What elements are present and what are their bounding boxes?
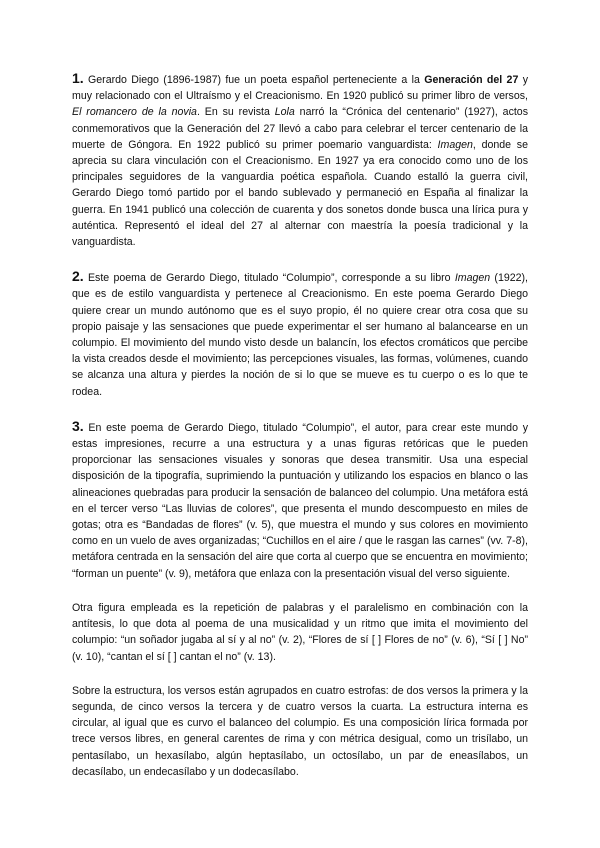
paragraph-1: 1. Gerardo Diego (1896-1987) fue un poeta español perteneciente a la Generación del 27 y muy relacionado con el Ultraísmo y el Creacionismo. En 1920 publicó su primer libro de versos, El romancero de la novia. En su revista Lola narró la “Crónica del centenario” (1927), actos conmemorativos que la Generación del 27 llevó a cabo para celebrar el tercer centenario de la muerte de Góngora. En 1922 publicó su primer poemario vanguardista: Imagen, donde se aprecia su clara vinculación con el Creacionismo. En 1927 ya era conocido como uno de los principales seguidores de la vanguardia poética española. Cuando estalló la guerra civil, Gerardo Diego tomó partido por el bando sublevado y permaneció en España al finalizar la guerra. En 1941 publicó una colección de cuarenta y dos sonetos donde busca una lírica pura y auténtica. Representó el ideal del 27 al alternar con maestría la poesía tradicional y la vanguardista. bbox=[72, 70, 528, 249]
book-title: El romancero de la novia bbox=[72, 106, 197, 119]
paragraph-5: Sobre la estructura, los versos están agrupados en cuatro estrofas: de dos versos la primera y la segunda, de cinco versos la tercera y de cuatro versos la cuarta. La estructura interna es circular, al igual que es curvo el balanceo del columpio. Es una composición lírica formada por trece versos libres, en general carentes de rima y con métrica desigual, como un trisílabo, un pentasílabo, un hexasílabo, algún heptasílabo, un octosílabo, un par de eneasílabos, un decasílabo, un endecasílabo y un dodecasílabo. bbox=[72, 684, 528, 778]
paragraph-4: Otra figura empleada es la repetición de palabras y el paralelismo en combinación con la antítesis, lo que dota al poema de una musicalidad y un ritmo que imita el movimiento del columpio: “un soñador jugaba al sí y al no” (v. 2), “Flores de sí [ ] Flores de no” (v. 6), “Sí [ ] No” (v. 10), “cantan el sí [ ] cantan el no” (v. 13). bbox=[72, 601, 528, 663]
section-number-1: 1. bbox=[72, 70, 84, 86]
paragraph-3: 3. En este poema de Gerardo Diego, titulado “Columpio”, el autor, para crear este mundo y estas impresiones, recurre a una estructura y a unas figuras retóricas que le pueden proporcionar las sensaciones visuales y sonoras que desea transmitir. Usa una especial disposición de la tipografía, suprimiendo la puntuación y utilizando los espacios en blanco o las alineaciones quebradas para producir la sensación de balanceo del columpio. Una metáfora está en el tercer verso “Las lluvias de colores”, que presenta el mundo descompuesto en miles de gotas; otra es “Bandadas de flores” (v. 5), que muestra el mundo y sus colores en movimiento como en un vuelo de aves organizadas; “Cuchillos en el aire / que le rasgan las carnes” (vv. 7-8), metáfora centrada en la sensación del aire que corta al cuerpo que se encuentra en movimiento; “forman un puente” (v. 9), metáfora que enlaza con la presentación visual del verso siguiente. bbox=[72, 417, 528, 580]
book-title: Imagen bbox=[454, 272, 491, 285]
book-title: Imagen bbox=[437, 138, 473, 151]
paragraph-2: 2. Este poema de Gerardo Diego, titulado “Columpio”, corresponde a su libro Imagen (1922), que es de estilo vanguardista y pertenece al Creacionismo. En este poema Gerardo Diego quiere crear un mundo autónomo que es el suyo propio, él no quiere crear otra cosa que su propio paisaje y las sensaciones que puede experimentar el ser humano al balancearse en un columpio. El movimiento del mundo visto desde un balancín, los efectos cromáticos que percibe la vista creados desde el movimiento; las percepciones visuales, las formas, volúmenes, cuando se alcanza una altura y pierdes la noción de si lo que se mueve es tu cuerpo o es lo que te rodea. bbox=[72, 268, 529, 398]
bold-term: Generación del 27 bbox=[424, 74, 519, 86]
section-number-3: 3. bbox=[72, 417, 84, 434]
section-number-2: 2. bbox=[72, 268, 84, 285]
magazine-title: Lola bbox=[274, 106, 295, 119]
